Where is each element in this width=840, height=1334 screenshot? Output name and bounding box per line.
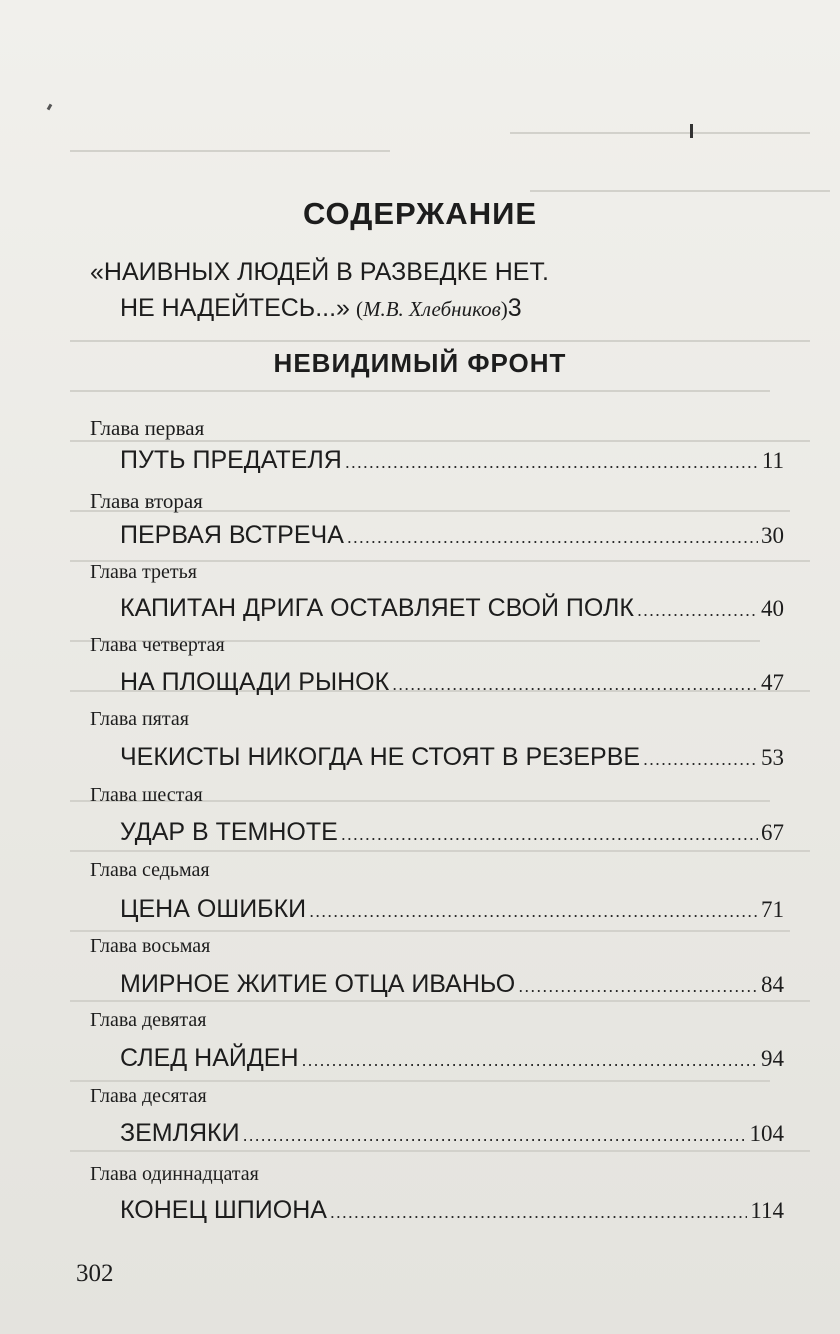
page-number: 302: [76, 1260, 114, 1287]
chapter-entry[interactable]: [120, 895, 784, 927]
chapter-label: Глава первая: [90, 416, 205, 440]
intro-entry[interactable]: [120, 294, 784, 326]
page-ref: 11: [761, 448, 784, 473]
leader-dots: [309, 901, 758, 922]
page-ref: 53: [761, 745, 784, 770]
leader-dots: [243, 1125, 747, 1146]
page-ref: 3: [507, 294, 522, 322]
leader-dots: [345, 452, 759, 473]
contents-heading: СОДЕРЖАНИЕ: [302, 196, 538, 231]
leader-dots: [341, 824, 758, 845]
page-ref: 40: [761, 596, 784, 621]
chapter-title: КАПИТАН ДРИГА ОСТАВЛЯЕТ СВОЙ ПОЛК: [120, 594, 634, 622]
chapter-title: ЦЕНА ОШИБКИ: [120, 895, 307, 923]
chapter-entry[interactable]: [120, 521, 784, 553]
intro-author: (М.В. Хлебников): [355, 297, 508, 321]
chapter-label: Глава седьмая: [90, 859, 210, 881]
chapter-label: Глава четвертая: [90, 634, 225, 656]
chapter-title: ПУТЬ ПРЕДАТЕЛЯ: [120, 446, 342, 474]
print-speck: [690, 124, 693, 138]
leader-dots: [330, 1202, 747, 1223]
chapter-entry[interactable]: [120, 668, 784, 700]
chapter-label: Глава восьмая: [90, 935, 211, 957]
chapter-label: Глава десятая: [90, 1085, 207, 1107]
leader-dots: [518, 976, 758, 997]
page-ref: 67: [761, 820, 784, 845]
page-ref: 114: [750, 1198, 784, 1223]
page-ref: 71: [761, 897, 784, 922]
chapter-entry[interactable]: [120, 1119, 784, 1151]
leader-dots: [302, 1050, 758, 1071]
leader-dots: [643, 749, 758, 770]
chapter-title: СЛЕД НАЙДЕН: [120, 1044, 299, 1072]
page-ref: 94: [761, 1046, 784, 1071]
chapter-entry[interactable]: [120, 1044, 784, 1076]
chapter-title: ПЕРВАЯ ВСТРЕЧА: [120, 521, 344, 549]
page-ref: 104: [749, 1121, 784, 1146]
chapter-label: Глава девятая: [90, 1009, 207, 1031]
section-heading: НЕВИДИМЫЙ ФРОНТ: [273, 348, 567, 378]
chapter-title: НА ПЛОЩАДИ РЫНОК: [120, 668, 390, 696]
chapter-entry[interactable]: [120, 1196, 784, 1228]
chapter-entry[interactable]: [120, 743, 784, 775]
chapter-title: КОНЕЦ ШПИОНА: [120, 1196, 327, 1224]
page-ref: 84: [761, 972, 784, 997]
page-ref: 30: [761, 523, 784, 548]
intro-title-line-2: НЕ НАДЕЙТЕСЬ...»: [120, 294, 350, 322]
chapter-title: МИРНОЕ ЖИТИЕ ОТЦА ИВАНЬО: [120, 970, 516, 998]
chapter-title: ЧЕКИСТЫ НИКОГДА НЕ СТОЯТ В РЕЗЕРВЕ: [120, 743, 641, 771]
chapter-label: Глава вторая: [90, 489, 203, 513]
leader-dots: [637, 600, 758, 621]
chapter-title: ЗЕМЛЯКИ: [120, 1119, 240, 1147]
chapter-entry[interactable]: [120, 446, 784, 478]
chapter-label: Глава пятая: [90, 708, 189, 730]
chapter-entry[interactable]: [120, 818, 784, 850]
chapter-entry[interactable]: [120, 970, 784, 1002]
chapter-entry[interactable]: [120, 594, 784, 626]
chapter-label: Глава шестая: [90, 784, 203, 806]
print-speck: [47, 104, 53, 111]
intro-title-line-1: «НАИВНЫХ ЛЮДЕЙ В РАЗВЕДКЕ НЕТ.: [90, 258, 549, 286]
leader-dots: [347, 527, 758, 548]
page-ref: 47: [761, 670, 784, 695]
chapter-label: Глава одиннадцатая: [90, 1163, 259, 1185]
chapter-label: Глава третья: [90, 561, 197, 583]
chapter-title: УДАР В ТЕМНОТЕ: [120, 818, 338, 846]
leader-dots: [392, 674, 758, 695]
